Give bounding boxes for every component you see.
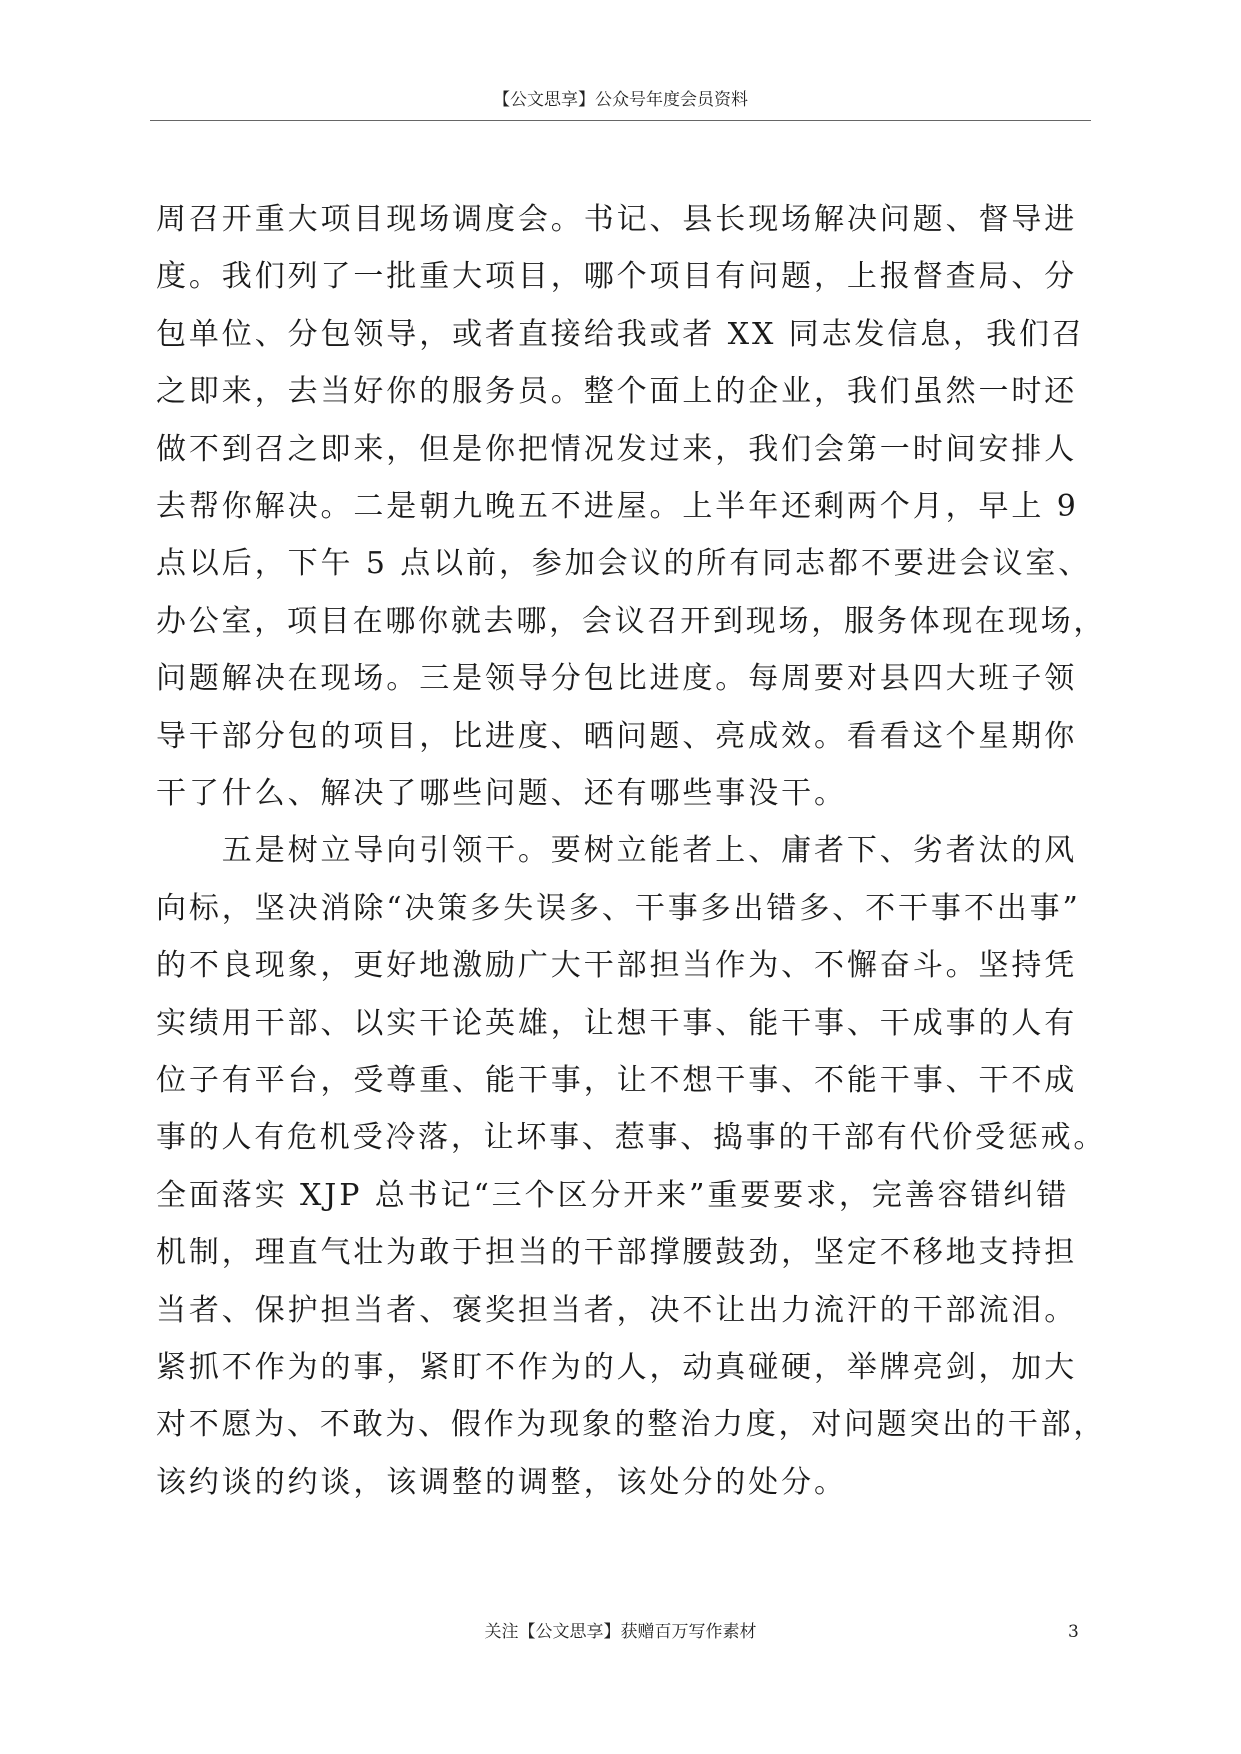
- body-line: 的不良现象，更好地激励广大干部担当作为、不懈奋斗。坚持凭: [156, 948, 1078, 984]
- body-text: [156, 200, 1106, 1530]
- body-line: 干了什么、解决了哪些问题、还有哪些事没干。: [156, 776, 847, 811]
- body-line: 事的人有危机受冷落，让坏事、惹事、捣事的干部有代价受惩戒。: [156, 1120, 1107, 1156]
- body-line: 去帮你解决。二是朝九晚五不进屋。上半年还剩两个月，早上 9: [156, 489, 1079, 524]
- body-line: 办公室，项目在哪你就去哪，会议召开到现场，服务体现在现场，: [156, 603, 1107, 639]
- body-line: 向标，坚决消除“决策多失误多、干事多出错多、不干事不出事”: [156, 890, 1081, 926]
- body-line: 机制，理直气壮为敢于担当的干部撑腰鼓劲，坚定不移地支持担: [156, 1235, 1078, 1271]
- body-line: 导干部分包的项目，比进度、晒问题、亮成效。看看这个星期你: [156, 718, 1078, 754]
- body-line: 对不愿为、不敢为、假作为现象的整治力度，对问题突出的干部，: [156, 1407, 1107, 1443]
- body-line: 紧抓不作为的事，紧盯不作为的人，动真碰硬，举牌亮剑，加大: [156, 1350, 1078, 1385]
- body-line: 五是树立导向引领干。要树立能者上、庸者下、劣者汰的风: [156, 833, 1078, 869]
- body-line: 包单位、分包领导，或者直接给我或者 XX 同志发信息，我们召: [156, 316, 1085, 352]
- page-header: 【公文思享】公众号年度会员资料: [493, 90, 748, 110]
- body-line: 问题解决在现场。三是领导分包比进度。每周要对县四大班子领: [156, 661, 1078, 697]
- body-line: 点以后，下午 5 点以前，参加会议的所有同志都不要进会议室、: [156, 546, 1092, 582]
- body-line: 位子有平台，受尊重、能干事，让不想干事、不能干事、干不成: [156, 1063, 1078, 1098]
- body-line: 该约谈的约谈，该调整的调整，该处分的处分。: [156, 1464, 847, 1500]
- body-line: 全面落实 XJP 总书记“三个区分开来”重要要求，完善容错纠错: [156, 1177, 1070, 1213]
- page-footer: 关注【公文思享】获赠百万写作素材: [484, 1622, 757, 1642]
- header-divider: [150, 120, 1091, 121]
- page-number: 3: [1068, 1622, 1079, 1642]
- body-line: 度。我们列了一批重大项目，哪个项目有问题，上报督查局、分: [156, 259, 1078, 295]
- body-line: 周召开重大项目现场调度会。书记、县长现场解决问题、督导进: [156, 202, 1078, 237]
- body-line: 之即来，去当好你的服务员。整个面上的企业，我们虽然一时还: [156, 374, 1078, 410]
- body-line: 当者、保护担当者、褒奖担当者，决不让出力流汗的干部流泪。: [156, 1292, 1078, 1328]
- body-line: 实绩用干部、以实干论英雄，让想干事、能干事、干成事的人有: [156, 1005, 1078, 1041]
- body-line: 做不到召之即来，但是你把情况发过来，我们会第一时间安排人: [156, 431, 1078, 467]
